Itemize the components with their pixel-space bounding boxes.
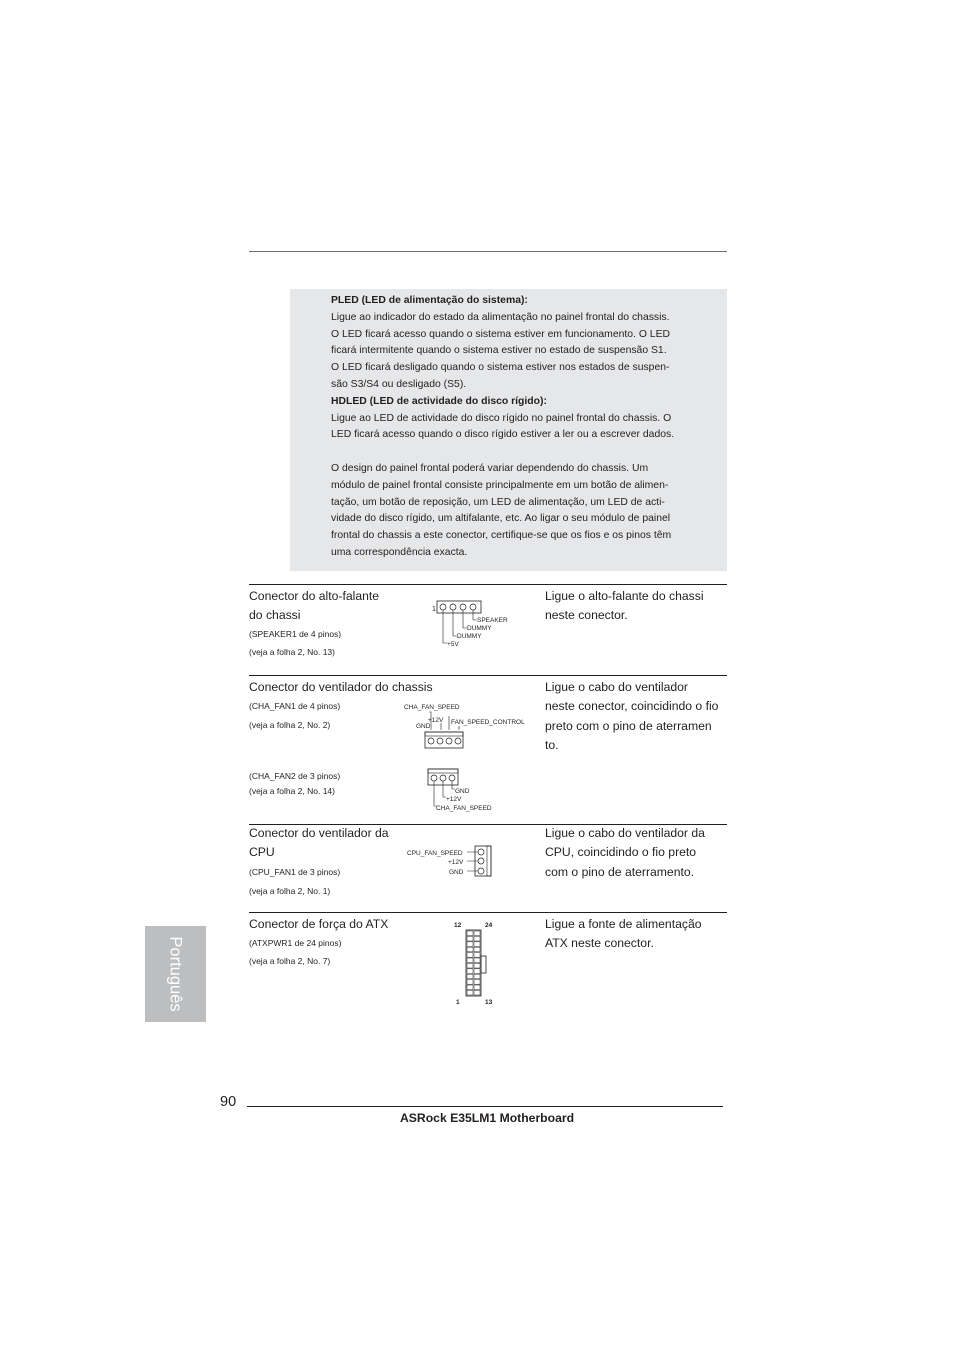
atx-pin-grid [466, 930, 481, 996]
pled-title: PLED (LED de alimentação do sistema): [331, 295, 528, 306]
pin-label: SPEAKER [477, 617, 508, 624]
atx-pin [474, 985, 480, 990]
pled-line: são S3/S4 ou desligado (S5). [331, 378, 467, 390]
pin-label: +12V [448, 859, 464, 866]
pin-label: CPU_FAN_SPEED [407, 850, 463, 857]
note-text [331, 293, 709, 562]
atx-sub [249, 937, 341, 967]
pin [450, 604, 456, 610]
pin-label: DUMMY [467, 625, 492, 632]
atx-pin [467, 985, 473, 990]
header-key [425, 732, 463, 736]
pin-number: 24 [485, 922, 493, 929]
cha-fan1-sheet-ref: (veja a folha 2, No. 2) [249, 720, 331, 730]
pin-label: CHA_FAN_SPEED [436, 805, 492, 812]
design-line: frontal do chassis a este conector, certifique-se que os fios e os pinos têm [331, 530, 672, 542]
cha-fan-desc-line: preto com o pino de aterramen [545, 718, 712, 733]
atx-pin [474, 990, 480, 995]
pled-line: O LED ficará acesso quando o sistema estiver em funcionamento. O LED [331, 328, 671, 340]
atx-pin [474, 958, 480, 963]
atx-pin [474, 963, 480, 968]
pin-label: +12V [428, 717, 444, 724]
design-line: tação, um botão de reposição, um LED de alimentação, um LED de acti- [331, 496, 665, 508]
cha-fan-desc-line: Ligue o cabo do ventilador [545, 680, 688, 694]
cha-fan-desc-line: neste conector, coincidindo o fio [545, 699, 719, 714]
atx-pin [467, 990, 473, 995]
pin-label: GND [449, 869, 464, 876]
speaker-title [249, 587, 379, 626]
atx-pin-count: (ATXPWR1 de 24 pinos) [249, 938, 342, 948]
cha-fan-title: Conector do ventilador do chassis [249, 680, 433, 694]
page-number: 90 [220, 1094, 237, 1110]
hdled-line: LED ficará acesso quando o disco rígido estiver a ler ou a escrever dados. [331, 429, 675, 441]
pin-label: +5V [447, 641, 459, 648]
atx-desc [545, 915, 735, 954]
cha-fan2-sheet-ref: (veja a folha 2, No. 14) [249, 786, 335, 796]
pin1-marker: 1 [432, 606, 436, 613]
section-separator [249, 912, 727, 913]
cpu-fan-sheet-ref: (veja a folha 2, No. 1) [249, 886, 331, 896]
atx-desc-line: ATX neste conector. [545, 936, 654, 951]
pin [478, 868, 484, 874]
cpu-fan-desc-line: CPU, coincidindo o fio preto [545, 845, 697, 860]
pin-label: GND [455, 788, 470, 795]
pled-line: ficará intermitente quando o sistema estiver no estado de suspensão S1. [331, 345, 667, 357]
speaker-desc-line: neste conector. [545, 608, 628, 623]
cpu-fan-title [249, 824, 389, 863]
atx-header-outline [466, 930, 481, 996]
cpu-fan-desc-line: com o pino de aterramento. [545, 864, 695, 879]
pin [455, 738, 461, 744]
cha-fan1-sub [249, 700, 340, 731]
atx-pin [474, 953, 480, 958]
cha-fan2-pin-count: (CHA_FAN2 de 3 pinos) [249, 771, 341, 781]
atx-pin [474, 947, 480, 952]
cpu-fan-desc-line: Ligue o cabo do ventilador da [545, 826, 705, 840]
cpu-fan-title-line: CPU [249, 845, 275, 860]
atx-title: Conector de força do ATX [249, 917, 389, 931]
speaker-sub [249, 628, 341, 658]
speaker-title-line: do chassi [249, 608, 301, 623]
atx-pin [467, 974, 473, 979]
footer-title: ASRock E35LM1 Motherboard [400, 1111, 575, 1125]
language-label: Português [166, 936, 185, 1012]
atx-pin [474, 980, 480, 985]
speaker-desc-line: Ligue o alto-falante do chassi [545, 589, 704, 603]
section-separator [249, 675, 727, 676]
pin-number: 1 [456, 999, 460, 1006]
pin [478, 858, 484, 864]
cpu-fan-pin-count: (CPU_FAN1 de 3 pinos) [249, 867, 341, 877]
pin [440, 604, 446, 610]
pin-label: GND [416, 723, 431, 730]
atx-pin [467, 963, 473, 968]
pin-number: 13 [485, 999, 493, 1006]
atx-pin [474, 974, 480, 979]
cha-fan-desc [545, 678, 735, 755]
atx-pin [474, 969, 480, 974]
speaker-connector-diagram [430, 598, 514, 650]
atx-sheet-ref: (veja a folha 2, No. 7) [249, 956, 331, 966]
speaker-header [437, 601, 481, 613]
atx-connector-diagram [450, 918, 500, 1008]
cpu-fan-title-line: Conector do ventilador da [249, 826, 389, 840]
atx-pin [467, 969, 473, 974]
atx-pin [474, 942, 480, 947]
pin [431, 775, 437, 781]
atx-latch [481, 956, 486, 973]
cha-fan2-sub [249, 770, 340, 797]
speaker-sheet-ref: (veja a folha 2, No. 13) [249, 647, 335, 657]
cha-fan2-connector-diagram [424, 765, 500, 815]
hdled-line: Ligue ao LED de actividade do disco rígido no painel frontal do chassis. O [331, 412, 672, 424]
pin [478, 849, 484, 855]
pin-label: +12V [446, 796, 462, 803]
cha-fan1-pin-count: (CHA_FAN1 de 4 pinos) [249, 701, 341, 711]
design-line: uma correspondência exacta. [331, 546, 468, 558]
hdled-title: HDLED (LED de actividade do disco rígido): [331, 395, 547, 407]
atx-pin [467, 953, 473, 958]
cpu-fan-sub [249, 866, 340, 897]
design-line: vidade do disco rígido, um altifalante, etc. Ao ligar o seu módulo de painel [331, 513, 671, 525]
atx-pin [474, 931, 480, 936]
design-line: O design do painel frontal poderá variar dependendo do chassis. Um [331, 462, 649, 474]
design-line: módulo de painel frontal consiste principalmente em um botão de alimen- [331, 479, 669, 491]
atx-pin [467, 980, 473, 985]
cpu-fan-desc [545, 824, 735, 882]
language-side-tab [145, 926, 206, 1022]
paragraph-gap [331, 444, 709, 461]
atx-pin [467, 936, 473, 941]
speaker-desc [545, 587, 735, 626]
atx-pin [474, 936, 480, 941]
atx-pin [467, 931, 473, 936]
pin [446, 738, 452, 744]
pin-label: FAN_SPEED_CONTROL [451, 719, 525, 726]
pin [460, 604, 466, 610]
atx-pin [467, 942, 473, 947]
section-separator [249, 584, 727, 585]
speaker-pin-count: (SPEAKER1 de 4 pinos) [249, 629, 342, 639]
pin [470, 604, 476, 610]
pin [437, 738, 443, 744]
pin [428, 738, 434, 744]
pled-line: Ligue ao indicador do estado da alimentação no painel frontal do chassis. [331, 311, 670, 323]
header-key [487, 846, 491, 876]
speaker-title-line: Conector do alto-falante [249, 589, 380, 603]
cha-fan1-header [425, 732, 463, 748]
top-rule [249, 251, 727, 252]
pin-label: CHA_FAN_SPEED [404, 704, 460, 711]
pin-number: 12 [454, 922, 462, 929]
pin-label: DUMMY [457, 633, 482, 640]
pin [440, 775, 446, 781]
footer-rule [247, 1106, 723, 1107]
cha-fan-desc-line: to. [545, 737, 559, 752]
pled-line: O LED ficará desligado quando o sistema estiver nos estados de suspen- [331, 362, 670, 374]
atx-pin [467, 958, 473, 963]
atx-desc-line: Ligue a fonte de alimentação [545, 917, 702, 931]
lead-lines [467, 852, 478, 871]
atx-pin [467, 947, 473, 952]
cpu-fan-connector-diagram [405, 843, 497, 879]
header-key [428, 769, 458, 773]
cha-fan1-connector-diagram [402, 700, 538, 754]
pin [449, 775, 455, 781]
